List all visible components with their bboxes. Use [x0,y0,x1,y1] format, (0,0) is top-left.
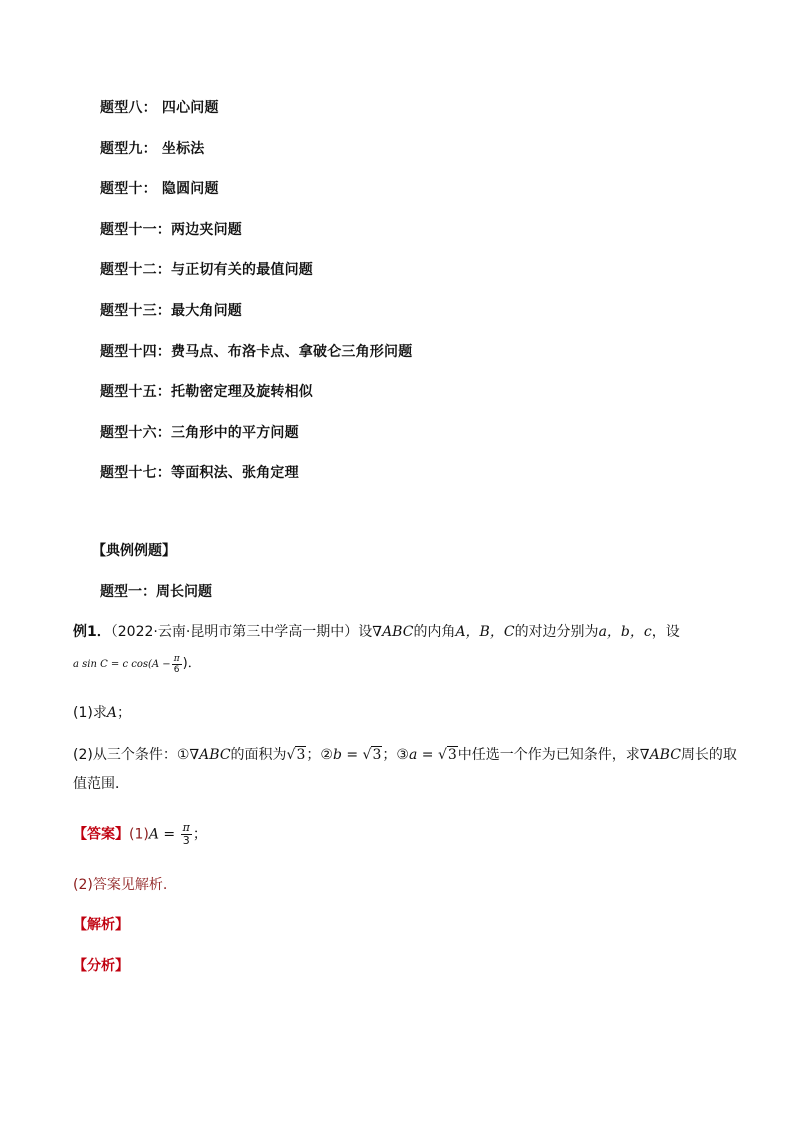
triangle-name: ABC [649,747,681,763]
triangle-symbol: ∇ [372,624,383,640]
answer-part-2: (2)答案见解析. [73,877,168,893]
answer-part1-prefix: (1) [129,826,149,843]
toc-item-11: 题型十一：两边夹问题 [100,222,242,238]
q2-text: ；③ [382,747,409,763]
triangle-symbol: ∇ [639,747,650,763]
fraction-pi-6 [172,654,182,675]
q2-option-2: b = [332,747,363,763]
question-1 [73,702,131,722]
fraction-pi-3 [181,822,192,847]
example-text: 的对边分别为 [514,624,599,640]
q2-text: 的面积为 [230,747,287,763]
triangle-name: ABC [382,624,414,640]
side-names: a，b，c [598,624,652,640]
example-line-1 [73,621,680,641]
fraction-numerator: π [182,821,190,834]
condition-end: )． [182,656,201,671]
answer-label: 【答案】 [73,826,129,843]
section-heading: 【典例例题】 [92,543,176,559]
fraction-denominator: 6 [173,664,180,675]
q2-text: (2)从三个条件：① [73,747,190,763]
q2-text: ；② [306,747,333,763]
question-2-line-1 [73,744,737,764]
sqrt-3-b: √3 [362,747,382,763]
fenxi-label: 【分析】 [73,958,129,974]
toc-item-9: 题型九： 坐标法 [100,141,205,157]
question-1-label: (1)求 [73,705,107,721]
triangle-name: ABC [199,747,231,763]
fraction-numerator: π [173,653,180,664]
toc-item-12: 题型十二：与正切有关的最值问题 [100,262,313,278]
sqrt-radicand: 3 [296,747,306,763]
subsection-heading: 题型一：周长问题 [100,584,212,600]
toc-item-16: 题型十六：三角形中的平方问题 [100,425,299,441]
q2-text: 中任选一个作为已知条件，求 [457,747,640,763]
toc-item-15: 题型十五：托勒密定理及旋转相似 [100,384,313,400]
question-2-line-2: 值范围． [73,776,129,792]
answer-part1-end: ； [192,826,207,843]
sqrt-3-area: √3 [286,747,306,763]
sqrt-radicand: 3 [447,747,457,763]
q2-option-3: a = [408,747,438,763]
answer-part1-lhs: A = [148,826,180,843]
angle-names: A，B，C [455,624,515,640]
toc-item-17: 题型十七：等面积法、张角定理 [100,465,299,481]
toc-item-10: 题型十： 隐圆问题 [100,181,219,197]
q2-text: 周长的取 [680,747,737,763]
example-source: （2022·云南·昆明市第三中学高一期中） [110,624,359,640]
condition-lhs: a sin C = c cos(A − [73,659,171,670]
fraction-denominator: 3 [182,834,190,847]
answer-line-1 [73,822,207,847]
example-text: 设 [358,624,373,640]
toc-item-8: 题型八： 四心问题 [100,100,219,116]
question-1-var: A [106,705,117,721]
question-1-end: ； [116,705,131,721]
example-label: 例1． [73,624,111,640]
toc-item-13: 题型十三：最大角问题 [100,303,242,319]
triangle-symbol: ∇ [189,747,200,763]
analysis-label: 【解析】 [73,917,129,933]
toc-item-14: 题型十四：费马点、布洛卡点、拿破仑三角形问题 [100,344,413,360]
example-condition [73,652,201,675]
example-text: ，设 [651,624,680,640]
sqrt-3-a: √3 [437,747,457,763]
example-text: 的内角 [413,624,456,640]
sqrt-radicand: 3 [372,747,382,763]
